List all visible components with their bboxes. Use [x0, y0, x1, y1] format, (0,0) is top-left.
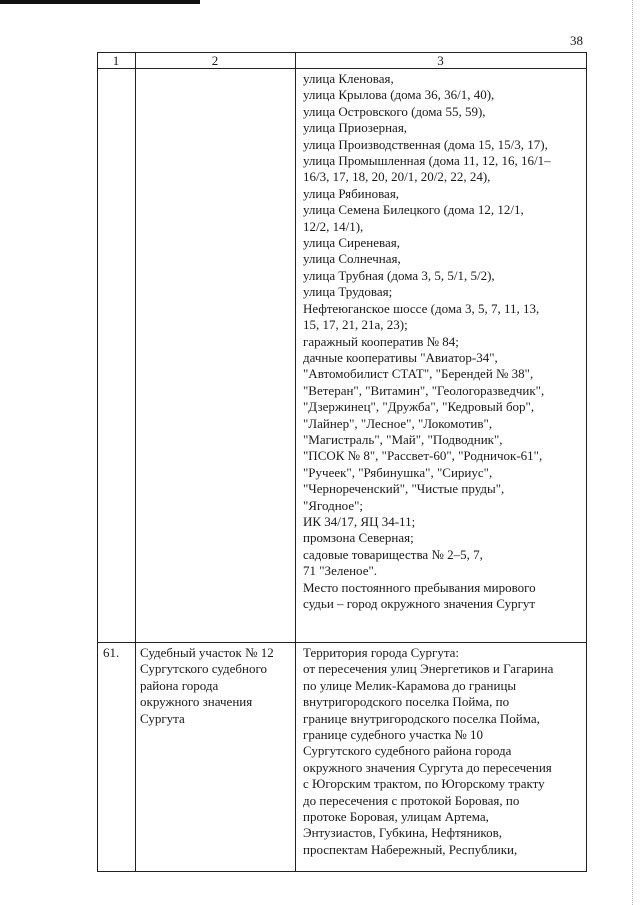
- scan-edge-line: [632, 0, 633, 905]
- top-rule: [0, 0, 200, 4]
- court-district-name-cell: Судебный участок № 12 Сургутского судебного района города окружного значения Сургута: [140, 645, 274, 726]
- continuation-territory-cell: улица Кленовая, улица Крылова (дома 36, 36/1, 40), улица Островского (дома 55, 59), улица Приозерная, улица Производственная (дома 15, 15/3, 17), улица Промышленная (дома 11, 12, 16, 16/1– 16/3, 17, 18, 20, 20/1, 20/2, 22, 24), улица Рябиновая, улица Семена Билецкого (дома 12, 12/1, 12/2, 14/1), улица Сиреневая, улица Солнечная, улица Трубная (дома 3, 5, 5/1, 5/2), улица Трудовая; Нефтеюганское шоссе (дома 3, 5, 7, 11, 13, 15, 17, 21, 21а, 23); гаражный кооператив № 84; дачные кооперативы "Авиатор-34", "Автомобилист СТАТ", "Берендей № 38", "Ветеран", "Витамин", "Геологоразведчик", "Дзержинец", "Дружба", "Кедровый бор", "Лайнер", "Лесное", "Локомотив", "Магистраль", "Май", "Подводник", "ПСОК № 8", "Рассвет-60", "Родничок-61", "Ручеек", "Рябинушка", "Сириус", "Чернореченский", "Чистые пруды", "Ягодное"; ИК 34/17, ЯЦ 34-11; промзона Северная; садовые товарищества № 2–5, 7, 71 "Зеленое". Место постоянного пребывания мирового судьи – город окружного значения Сургут: [303, 71, 551, 611]
- column-header-2: 2: [211, 53, 219, 68]
- page-number: 38: [570, 33, 583, 48]
- table-border-top: [97, 52, 587, 53]
- districts-table: [97, 52, 587, 872]
- row-number-cell: 61.: [103, 645, 120, 660]
- table-border-left: [97, 52, 98, 872]
- header-divider: [97, 68, 587, 69]
- table-border-right: [586, 52, 587, 872]
- column-header-1: 1: [112, 53, 120, 68]
- row-divider: [97, 642, 587, 643]
- territory-description-cell: Территория города Сургута: от пересечения улиц Энергетиков и Гагарина по улице Мелик-Карамова до границы внутригородского поселка Пойма, по границе внутригородского поселка Пойма, границе судебного участка № 10 Сургутского судебного района города окружного значения Сургута до пересечения с Югорским трактом, по Югорскому тракту до пересечения с протокой Боровая, по протоке Боровая, улицам Артема, Энтузиастов, Губкина, Нефтяников, проспектам Набережный, Республики,: [303, 645, 554, 857]
- table-border-bottom: [97, 871, 587, 872]
- column-divider-1: [135, 52, 136, 872]
- column-header-3: 3: [437, 53, 444, 68]
- column-divider-2: [295, 52, 296, 872]
